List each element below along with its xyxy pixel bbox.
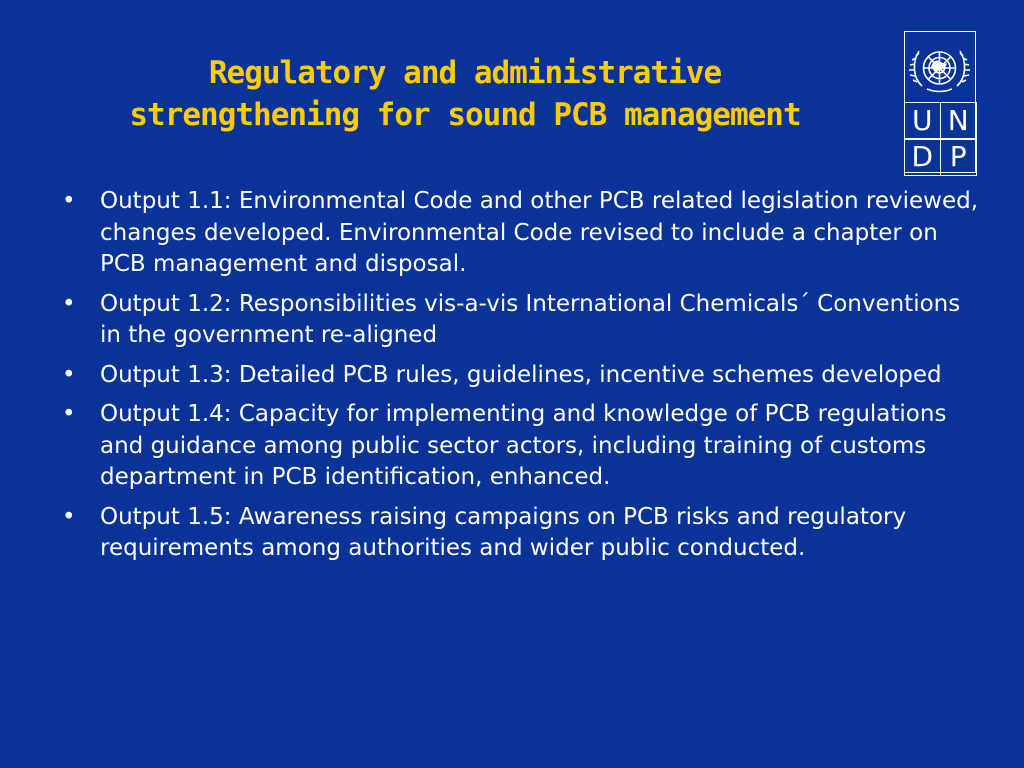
output-text-1-2: Output 1.2: Responsibilities vis-a-vis International Chemicals´ Conventions in the government re-aligned xyxy=(100,290,961,348)
output-list xyxy=(62,186,982,573)
bullet-icon: • xyxy=(62,188,76,214)
output-item-1-1 xyxy=(62,186,982,281)
undp-letter-grid xyxy=(904,102,976,174)
output-text-1-5: Output 1.5: Awareness raising campaigns on PCB risks and regulatory requirements among authorities and wider public conducted. xyxy=(100,503,907,561)
output-text-1-4: Output 1.4: Capacity for implementing and knowledge of PCB regulations and guidance among public sector actors, including training of customs department in PCB identification, enhanced. xyxy=(100,401,947,490)
output-item-1-2 xyxy=(62,289,982,352)
output-item-1-5 xyxy=(62,502,982,565)
logo-letter-n: N xyxy=(940,102,978,140)
output-text-1-3: Output 1.3: Detailed PCB rules, guidelines, incentive schemes developed xyxy=(100,361,942,388)
logo-letter-d: D xyxy=(904,138,942,176)
slide-title-line-2: strengthening for sound PCB management xyxy=(129,97,801,133)
output-item-1-3 xyxy=(62,360,982,392)
output-text-1-1: Output 1.1: Environmental Code and other PCB related legislation reviewed, changes developed. Environmental Code revised to include a chapter on PCB management and disposal. xyxy=(100,188,979,277)
bullet-icon: • xyxy=(62,361,76,388)
bullet-icon: • xyxy=(62,503,76,530)
bullet-icon: • xyxy=(62,401,76,427)
undp-logo xyxy=(904,31,976,173)
logo-letter-p: P xyxy=(940,138,978,176)
bullet-icon: • xyxy=(62,290,76,317)
logo-letter-u: U xyxy=(904,102,942,140)
output-item-1-4 xyxy=(62,399,982,494)
un-emblem-icon xyxy=(905,32,974,102)
slide-title xyxy=(30,52,900,136)
slide-title-line-1: Regulatory and administrative xyxy=(208,55,722,91)
